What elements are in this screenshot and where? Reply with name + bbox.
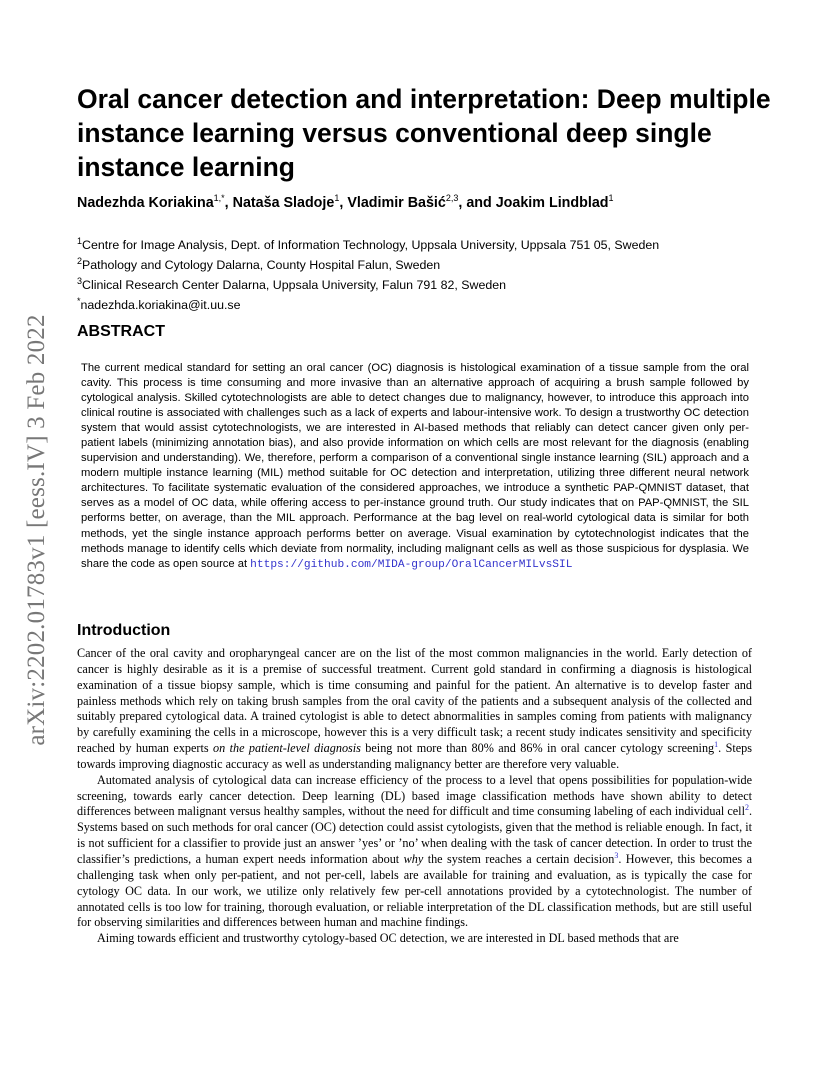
citation-link[interactable]: 3 bbox=[614, 850, 619, 860]
affiliation-item bbox=[77, 253, 777, 273]
paragraph-text: Cancer of the oral cavity and oropharyngeal cancer are on the list of the most common malignancies in the world. Early detection of cancer is highly desirable as it is a premise of successful treatment. Current gold standard in confirming a diagnosis is histological examination of a tissue biopsy sample, which is time consuming and painful for the patient. An alternative is to develop faster and painless methods which rely on taking brush samples from the oral cavity of the patients and a subsequent analysis of the collected and suitably prepared cytological data. A trained cytologist is able to detect abnormalities in samples coming from patients with malignancy by carefully examining the cells in a microscope, however this is a very difficult task; a recent study indicates sensitivity and specificity reached by human experts bbox=[77, 646, 752, 756]
paragraph-text: . However, this becomes a challenging task when only per-patient, and not per-cell, labels are available for training and evaluation, as is typically the case for cytology OC data. In our work, we utilize only relatively few per-cell annotations provided by a cytotechnologist. The number of annotated cells is too low for training, thorough evaluation, or reliable interpretation of the DL classification methods, but are still useful for observing similarities and differences between human and machine findings. bbox=[77, 851, 752, 930]
affiliation-mark: * bbox=[77, 296, 81, 307]
affiliation-text: Pathology and Cytology Dalarna, County Hospital Falun, Sweden bbox=[82, 258, 441, 273]
affiliation-text: Clinical Research Center Dalarna, Uppsala University, Falun 791 82, Sweden bbox=[82, 278, 507, 293]
arxiv-identifier: arXiv:2202.01783v1 [eess.IV] 3 Feb 2022 bbox=[23, 314, 50, 746]
code-repository-link[interactable]: https://github.com/MIDA-group/OralCancerMILvsSIL bbox=[250, 558, 573, 571]
author-name: Joakim Lindblad bbox=[495, 194, 609, 211]
introduction-heading: Introduction bbox=[77, 622, 171, 639]
abstract-heading: ABSTRACT bbox=[77, 323, 165, 340]
corresponding-email: nadezhda.koriakina@it.uu.se bbox=[80, 298, 241, 313]
author-affiliation-mark: 2,3 bbox=[445, 193, 459, 203]
paragraph bbox=[77, 931, 752, 947]
author-name: Vladimir Bašić bbox=[347, 194, 446, 211]
paragraph-text: being not more than 80% and 86% in oral cancer cytology screening bbox=[360, 741, 715, 756]
author-name: Nataša Sladoje bbox=[232, 194, 335, 211]
paper-title: Oral cancer detection and interpretation: Deep multiple instance learning versus conventional deep single instance learning bbox=[77, 84, 771, 182]
author-affiliation-mark: 1 bbox=[334, 193, 340, 203]
affiliation-mark: 1 bbox=[77, 236, 83, 246]
citation-link[interactable]: 1 bbox=[714, 740, 719, 749]
paragraph-text: . Steps towards improving diagnostic accuracy as well as understanding malignancy better are therefore very valuable. bbox=[77, 741, 752, 771]
author-affiliation-mark: 1 bbox=[608, 193, 614, 203]
affiliation-text: Centre for Image Analysis, Dept. of Information Technology, Uppsala University, Uppsala 751 05, Sweden bbox=[82, 238, 660, 253]
paragraph-text: the system reaches a certain decision bbox=[423, 851, 615, 866]
affiliation-item bbox=[77, 233, 777, 253]
arxiv-sidebar-stamp bbox=[22, 290, 52, 770]
author-separator: , and bbox=[458, 194, 496, 211]
affiliation-item bbox=[77, 273, 777, 293]
author-separator: , bbox=[224, 194, 233, 211]
author-list bbox=[77, 193, 777, 211]
paragraph-text: Automated analysis of cytological data can increase efficiency of the process to a level that opens possibilities for population-wide screening, towards early cancer detection. Deep learning (DL) based image classification methods have shown ability to detect differences between malignant versus healthy samples, without the need for difficult and time consuming labeling of each individual cell bbox=[77, 772, 752, 819]
paragraph bbox=[77, 773, 752, 931]
abstract-text: The current medical standard for setting an oral cancer (OC) diagnosis is histological examination of a tissue sample from the oral cavity. This process is time consuming and more invasive than an alternative approach of acquiring a brush sample followed by cytological analysis. Skilled cytotechnologists are able to detect changes due to malignancy, however, to introduce this approach into clinical routine is associated with challenges such as a lack of experts and labour-intensive work. To design a trustworthy OC detection system that would assist cytotechnologists, we are interested in AI-based methods that reliably can detect cancer given only per-patient labels (minimizing annotation bias), and also provide information on which cells are most relevant for the diagnosis (enabling supervision and understanding). We, therefore, perform a comparison of a conventional single instance learning (SIL) approach and a modern multiple instance learning (MIL) method suitable for OC detection and interpretation, utilizing three different neural network architectures. To facilitate systematic evaluation of the considered approaches, we introduce a synthetic PAP-QMNIST dataset, that serves as a model of OC data, while offering access to per-instance ground truth. Our study indicates that on PAP-QMNIST, the SIL performs better, on average, than the MIL approach. Performance at the bag level on real-world cytological data is similar for both methods, yet the single instance approach performs better on average. Visual examination by cytotechnologist indicates that the methods manage to identify cells which deviate from normality, including malignant cells as well as those suspicious for dysplasia. We share the code as open source at bbox=[81, 362, 749, 570]
affiliation-mark: 3 bbox=[77, 276, 83, 287]
emphasis-text: why bbox=[403, 851, 424, 866]
abstract-body bbox=[81, 361, 749, 573]
affiliation-mark: 2 bbox=[77, 256, 83, 267]
citation-link[interactable]: 2 bbox=[744, 803, 749, 813]
author-affiliation-mark: 1,* bbox=[213, 193, 225, 203]
paragraph-text: . Systems based on such methods for oral cancer (OC) detection could assist cytologists, given that the method is reliable enough. In fact, it is not sufficient for a classifier to provide just an answer ’yes’ or ’no’ when dealing with the task of cancer detection. In order to trust the classifier’s predictions, a human expert needs information about bbox=[77, 804, 752, 866]
emphasis-text: on the patient-level diagnosis bbox=[213, 741, 361, 756]
author-name: Nadezhda Koriakina bbox=[77, 194, 214, 211]
author-separator: , bbox=[339, 194, 348, 211]
introduction-body bbox=[77, 646, 752, 947]
paragraph-text: Aiming towards efficient and trustworthy cytology-based OC detection, we are interested in DL based methods that are bbox=[97, 931, 679, 946]
paragraph bbox=[77, 646, 752, 773]
affiliation-item bbox=[77, 293, 777, 313]
affiliation-list bbox=[77, 233, 777, 314]
